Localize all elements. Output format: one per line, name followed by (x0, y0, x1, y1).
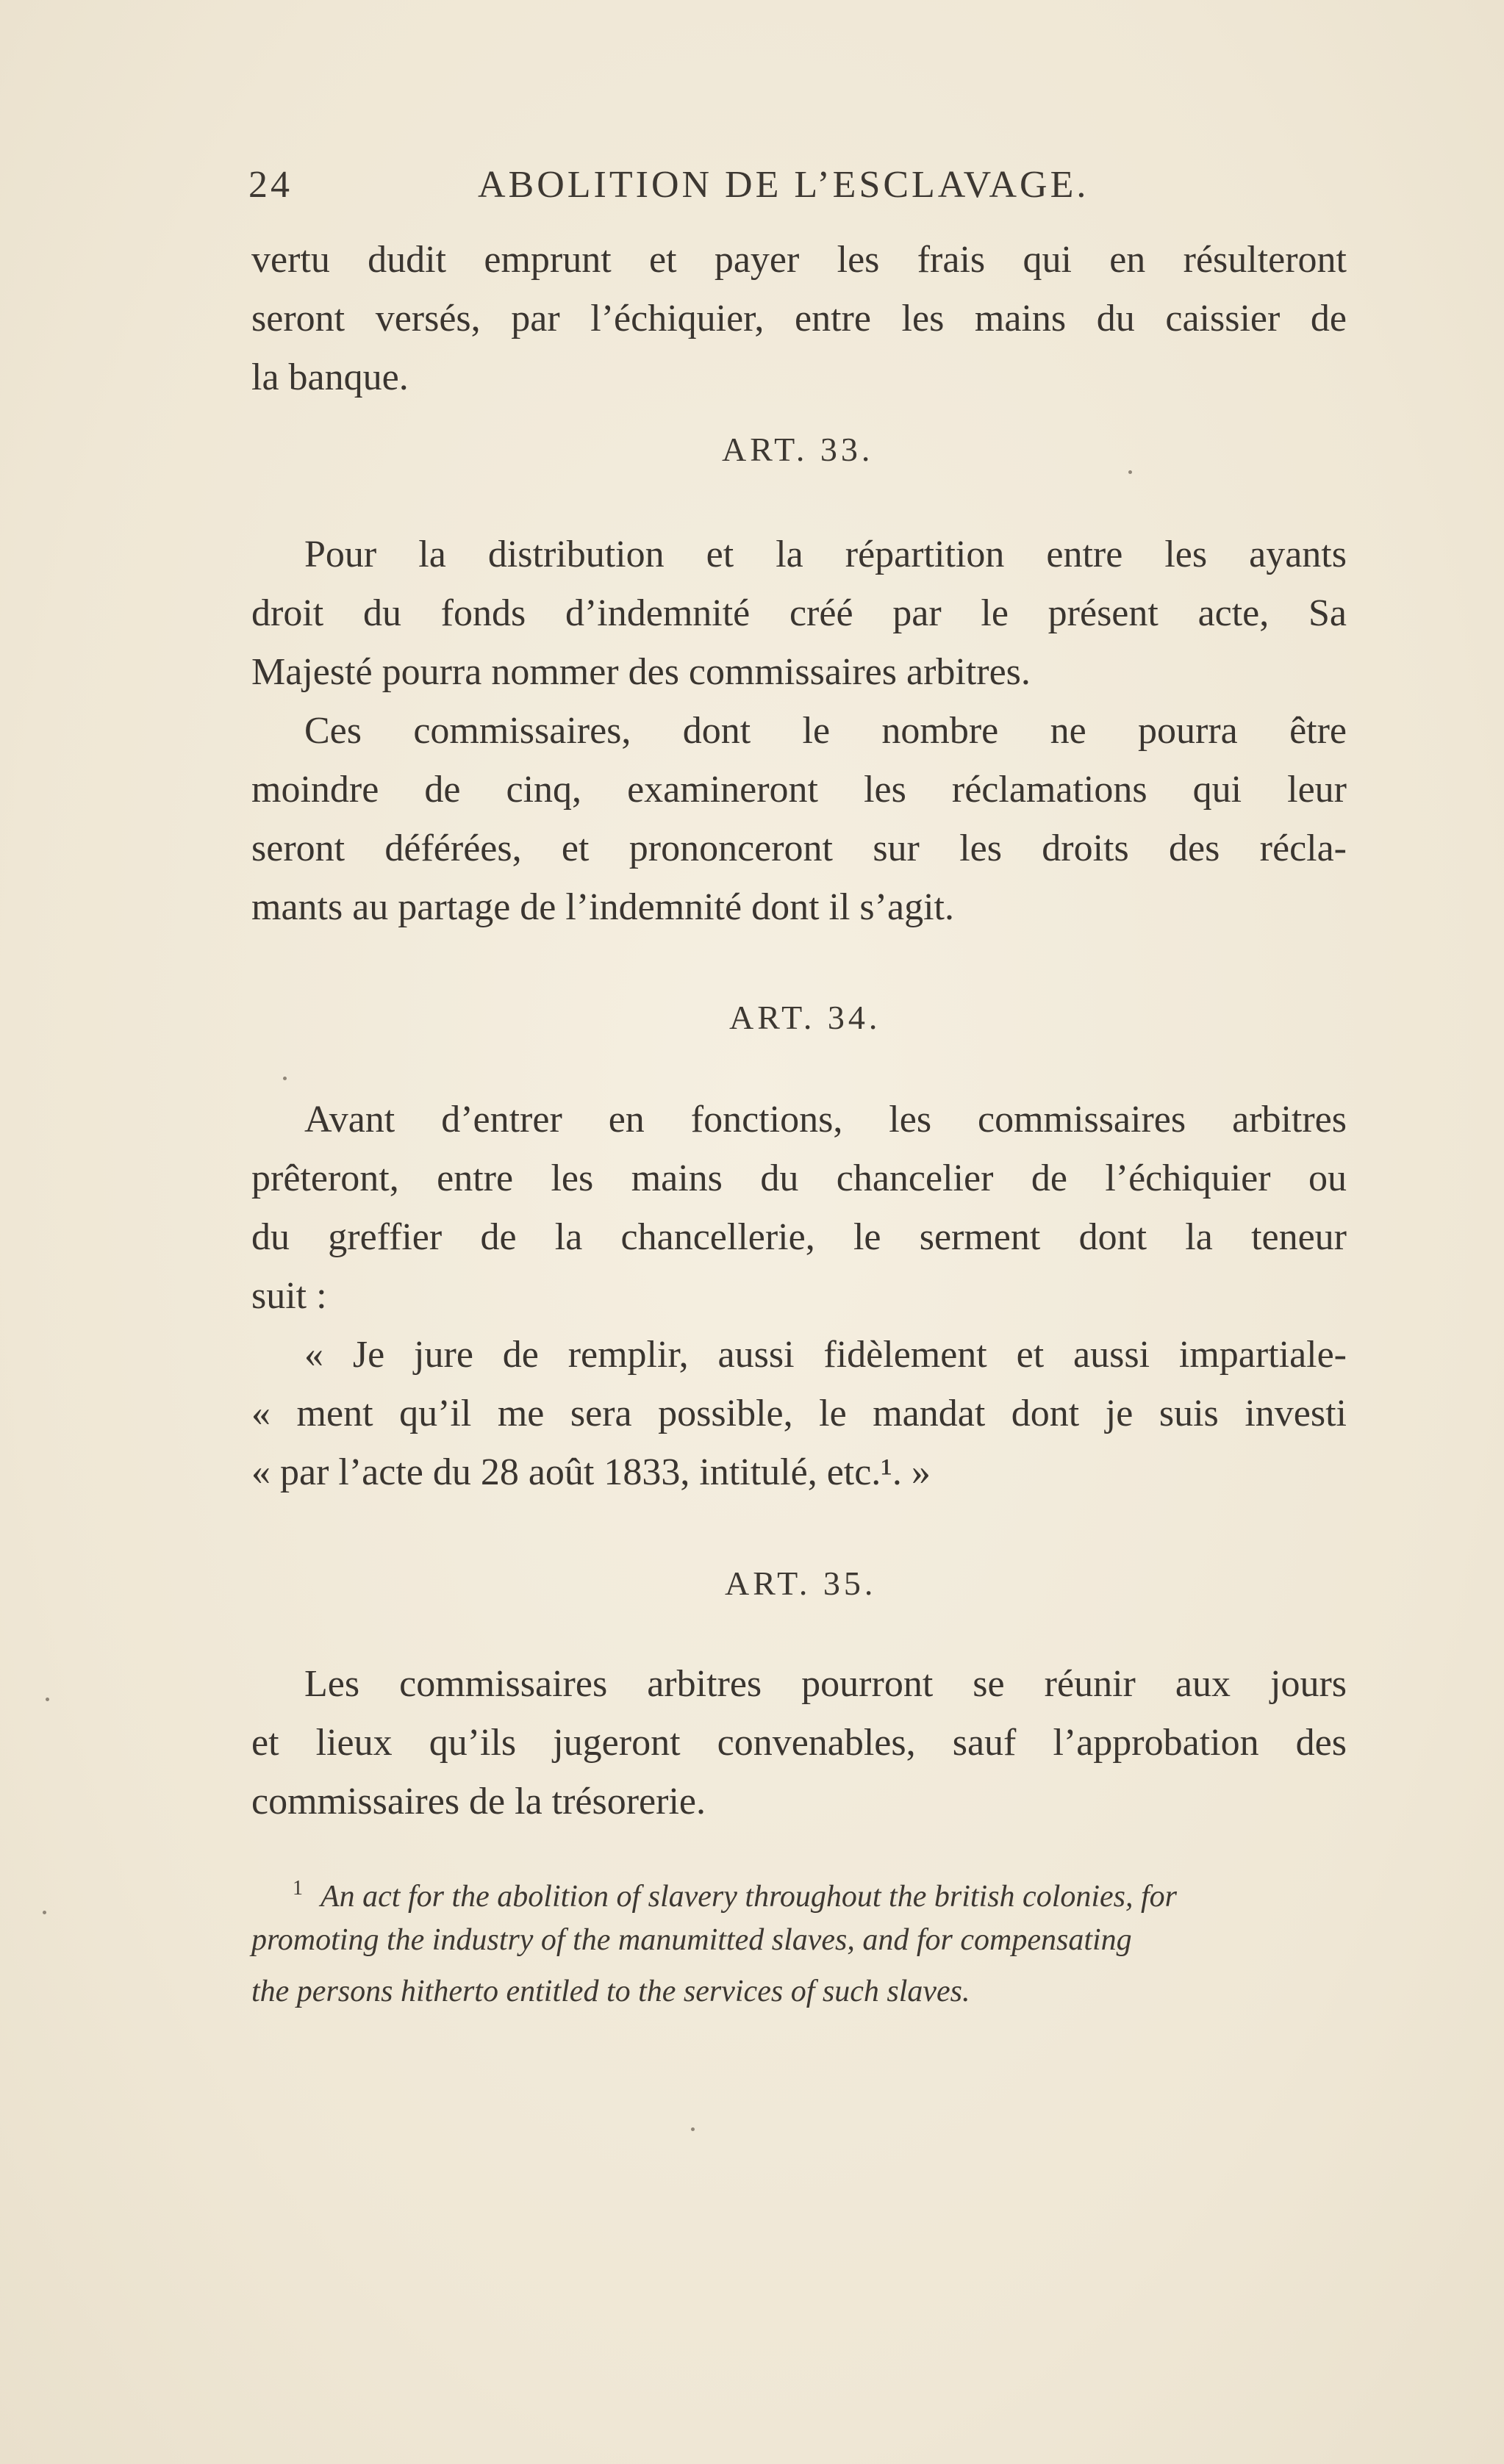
footnote-line (251, 1863, 1347, 1914)
text-line: Avant d’entrer en fonctions, les commissaires arbitres (304, 1099, 1347, 1141)
text-line: suit : (251, 1275, 327, 1317)
footnote (251, 1863, 1347, 2017)
text-line: Les commissaires arbitres pourront se réunir aux jours (304, 1663, 1347, 1705)
text-line: Ces commissaires, dont le nombre ne pourra être (304, 710, 1347, 752)
article-heading-34: ART. 34. (729, 999, 881, 1036)
paper-speck (46, 1698, 49, 1701)
paper-speck (1128, 470, 1132, 474)
text-line: seront déférées, et prononceront sur les droits des récla- (251, 827, 1347, 869)
paper-speck (283, 1077, 287, 1080)
paper-speck (691, 2127, 695, 2131)
page-header (248, 163, 1116, 215)
text-line: moindre de cinq, examineront les réclamations qui leur (251, 769, 1347, 811)
footnote-mark: 1 (293, 1877, 303, 1900)
text-line: commissaires de la trésorerie. (251, 1781, 706, 1822)
paragraph-art33-2 (251, 702, 1347, 937)
text-line: Majesté pourra nommer des commissaires arbitres. (251, 651, 1031, 693)
text-line: « par l’acte du 28 août 1833, intitulé, etc.¹. » (251, 1451, 931, 1493)
article-heading-33: ART. 33. (722, 431, 874, 468)
footnote-line: promoting the industry of the manumitted slaves, and for compensating (251, 1923, 1132, 1957)
page-number: 24 (248, 164, 293, 206)
paragraph-continuation (251, 231, 1347, 407)
text-line: « Je jure de remplir, aussi fidèlement et aussi impartiale- (304, 1334, 1347, 1376)
footnote-line: the persons hitherto entitled to the services of such slaves. (251, 1975, 970, 2008)
text-line: « ment qu’il me sera possible, le mandat dont je suis investi (251, 1393, 1347, 1434)
text-line: du greffier de la chancellerie, le serment dont la teneur (251, 1216, 1347, 1258)
text-line: seront versés, par l’échiquier, entre les mains du caissier de (251, 298, 1347, 340)
running-title: ABOLITION DE L’ESCLAVAGE. (478, 164, 1089, 206)
article-heading-35: ART. 35. (725, 1565, 877, 1602)
text-line: la banque. (251, 356, 409, 398)
paragraph-art34-1 (251, 1091, 1347, 1326)
text-line: prêteront, entre les mains du chancelier de l’échiquier ou (251, 1157, 1347, 1199)
oath-quote (251, 1326, 1347, 1502)
text-line: Pour la distribution et la répartition entre les ayants (304, 534, 1347, 575)
text-line: mants au partage de l’indemnité dont il s’agit. (251, 886, 954, 928)
text-line: et lieux qu’ils jugeront convenables, sauf l’approbation des (251, 1722, 1347, 1764)
paragraph-art33-1 (251, 525, 1347, 702)
text-line: droit du fonds d’indemnité créé par le présent acte, Sa (251, 592, 1347, 634)
paper-speck (43, 1911, 46, 1914)
footnote-text: An act for the abolition of slavery throughout the british colonies, for (321, 1880, 1178, 1914)
paragraph-art35 (251, 1655, 1347, 1831)
text-line: vertu dudit emprunt et payer les frais qui en résulteront (251, 239, 1347, 281)
